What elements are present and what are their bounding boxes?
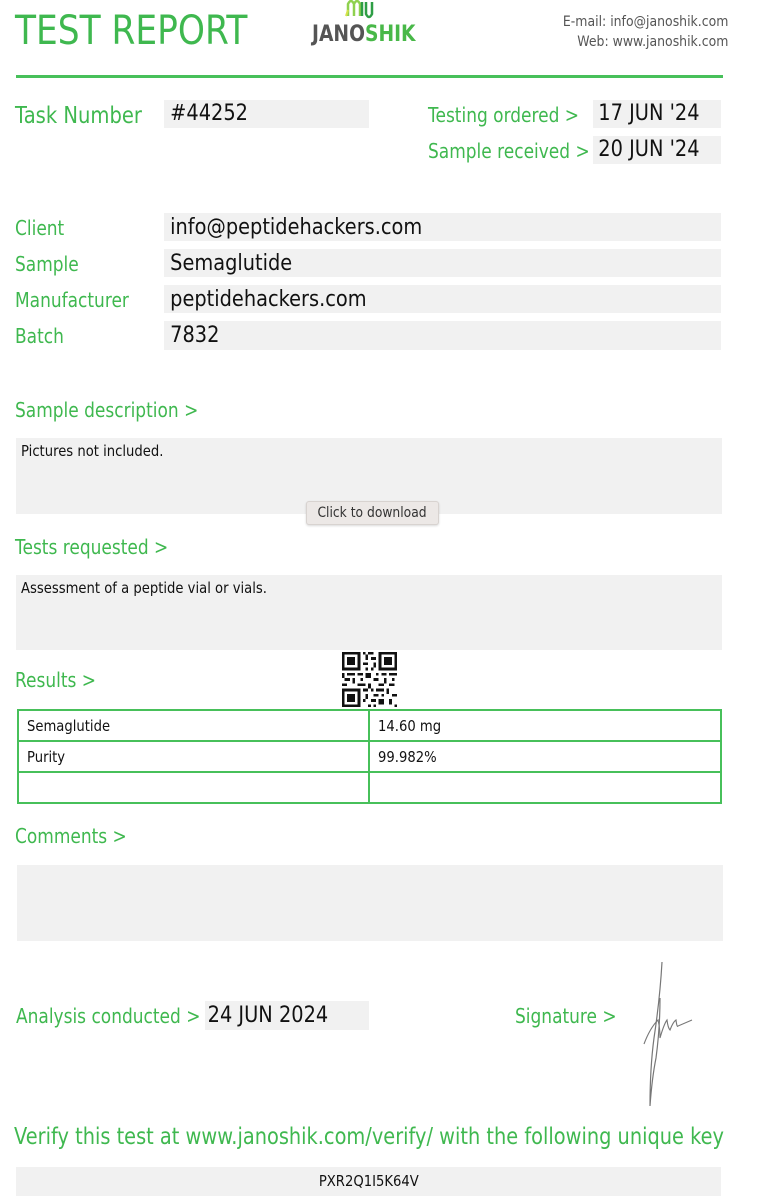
tests-requested-heading: Tests requested > bbox=[15, 535, 169, 559]
header-divider bbox=[16, 75, 723, 78]
sample-description-heading: Sample description > bbox=[15, 398, 199, 422]
table-row bbox=[18, 710, 721, 741]
result-value-cell bbox=[369, 741, 721, 772]
result-name-cell bbox=[18, 710, 369, 741]
analysis-conducted-label: Analysis conducted > bbox=[16, 1004, 201, 1028]
verify-instructions: Verify this test at www.janoshik.com/verify/ with the following unique key bbox=[14, 1124, 725, 1150]
result-name: Purity bbox=[27, 747, 66, 766]
signature-icon bbox=[630, 958, 700, 1110]
logo-text-green: SHIK bbox=[364, 22, 416, 47]
tests-requested-text: Assessment of a peptide vial or vials. bbox=[21, 579, 267, 597]
testing-ordered-label: Testing ordered > bbox=[428, 103, 580, 127]
batch-value: 7832 bbox=[170, 323, 220, 348]
unique-key-field[interactable] bbox=[16, 1167, 721, 1196]
download-button-label: Click to download bbox=[317, 505, 428, 521]
client-value: info@peptidehackers.com bbox=[170, 215, 423, 240]
results-table bbox=[17, 709, 722, 804]
qr-code-icon[interactable] bbox=[342, 652, 397, 707]
comments-box bbox=[17, 865, 723, 941]
manufacturer-value: peptidehackers.com bbox=[170, 287, 367, 312]
report-title: TEST REPORT bbox=[15, 8, 248, 54]
result-name-cell bbox=[18, 772, 369, 803]
result-value-cell bbox=[369, 772, 721, 803]
sample-field bbox=[164, 249, 721, 277]
manufacturer-label: Manufacturer bbox=[15, 288, 129, 312]
sample-value: Semaglutide bbox=[170, 251, 293, 276]
analysis-date-field bbox=[205, 1001, 369, 1030]
batch-field bbox=[164, 321, 721, 350]
table-row bbox=[18, 741, 721, 772]
result-value: 14.60 mg bbox=[378, 716, 442, 735]
unique-key-value: PXR2Q1I5K64V bbox=[318, 1172, 419, 1190]
sample-received-label: Sample received > bbox=[428, 139, 590, 163]
result-name: Semaglutide bbox=[27, 716, 111, 735]
contact-web: Web: www.janoshik.com bbox=[576, 34, 728, 50]
download-button[interactable] bbox=[306, 501, 439, 525]
logo-wordmark bbox=[312, 22, 416, 47]
contact-email: E-mail: info@janoshik.com bbox=[562, 14, 728, 30]
sample-label: Sample bbox=[15, 252, 79, 276]
client-label: Client bbox=[15, 216, 65, 240]
contact-info bbox=[563, 12, 728, 52]
testing-ordered-field bbox=[593, 100, 721, 128]
lab-flask-logo-icon bbox=[312, 0, 432, 22]
signature-label: Signature > bbox=[515, 1004, 617, 1028]
batch-label: Batch bbox=[15, 324, 64, 348]
testing-ordered-value: 17 JUN '24 bbox=[598, 101, 700, 126]
results-heading: Results > bbox=[15, 668, 97, 692]
sample-received-value: 20 JUN '24 bbox=[598, 137, 700, 162]
manufacturer-field bbox=[164, 285, 721, 313]
logo-text-dark: JANO bbox=[312, 22, 365, 47]
result-value-cell bbox=[369, 710, 721, 741]
result-name-cell bbox=[18, 741, 369, 772]
tests-requested-box bbox=[16, 575, 722, 650]
table-row bbox=[18, 772, 721, 803]
client-field bbox=[164, 213, 721, 241]
result-value: 99.982% bbox=[378, 747, 437, 766]
analysis-date-value: 24 JUN 2024 bbox=[207, 1003, 329, 1028]
task-number-label: Task Number bbox=[15, 103, 142, 129]
comments-heading: Comments > bbox=[15, 824, 127, 848]
task-number-value: #44252 bbox=[170, 101, 248, 126]
task-number-field bbox=[164, 100, 369, 128]
sample-received-field bbox=[593, 136, 721, 164]
sample-description-text: Pictures not included. bbox=[21, 442, 164, 460]
janoshik-logo bbox=[312, 0, 432, 52]
